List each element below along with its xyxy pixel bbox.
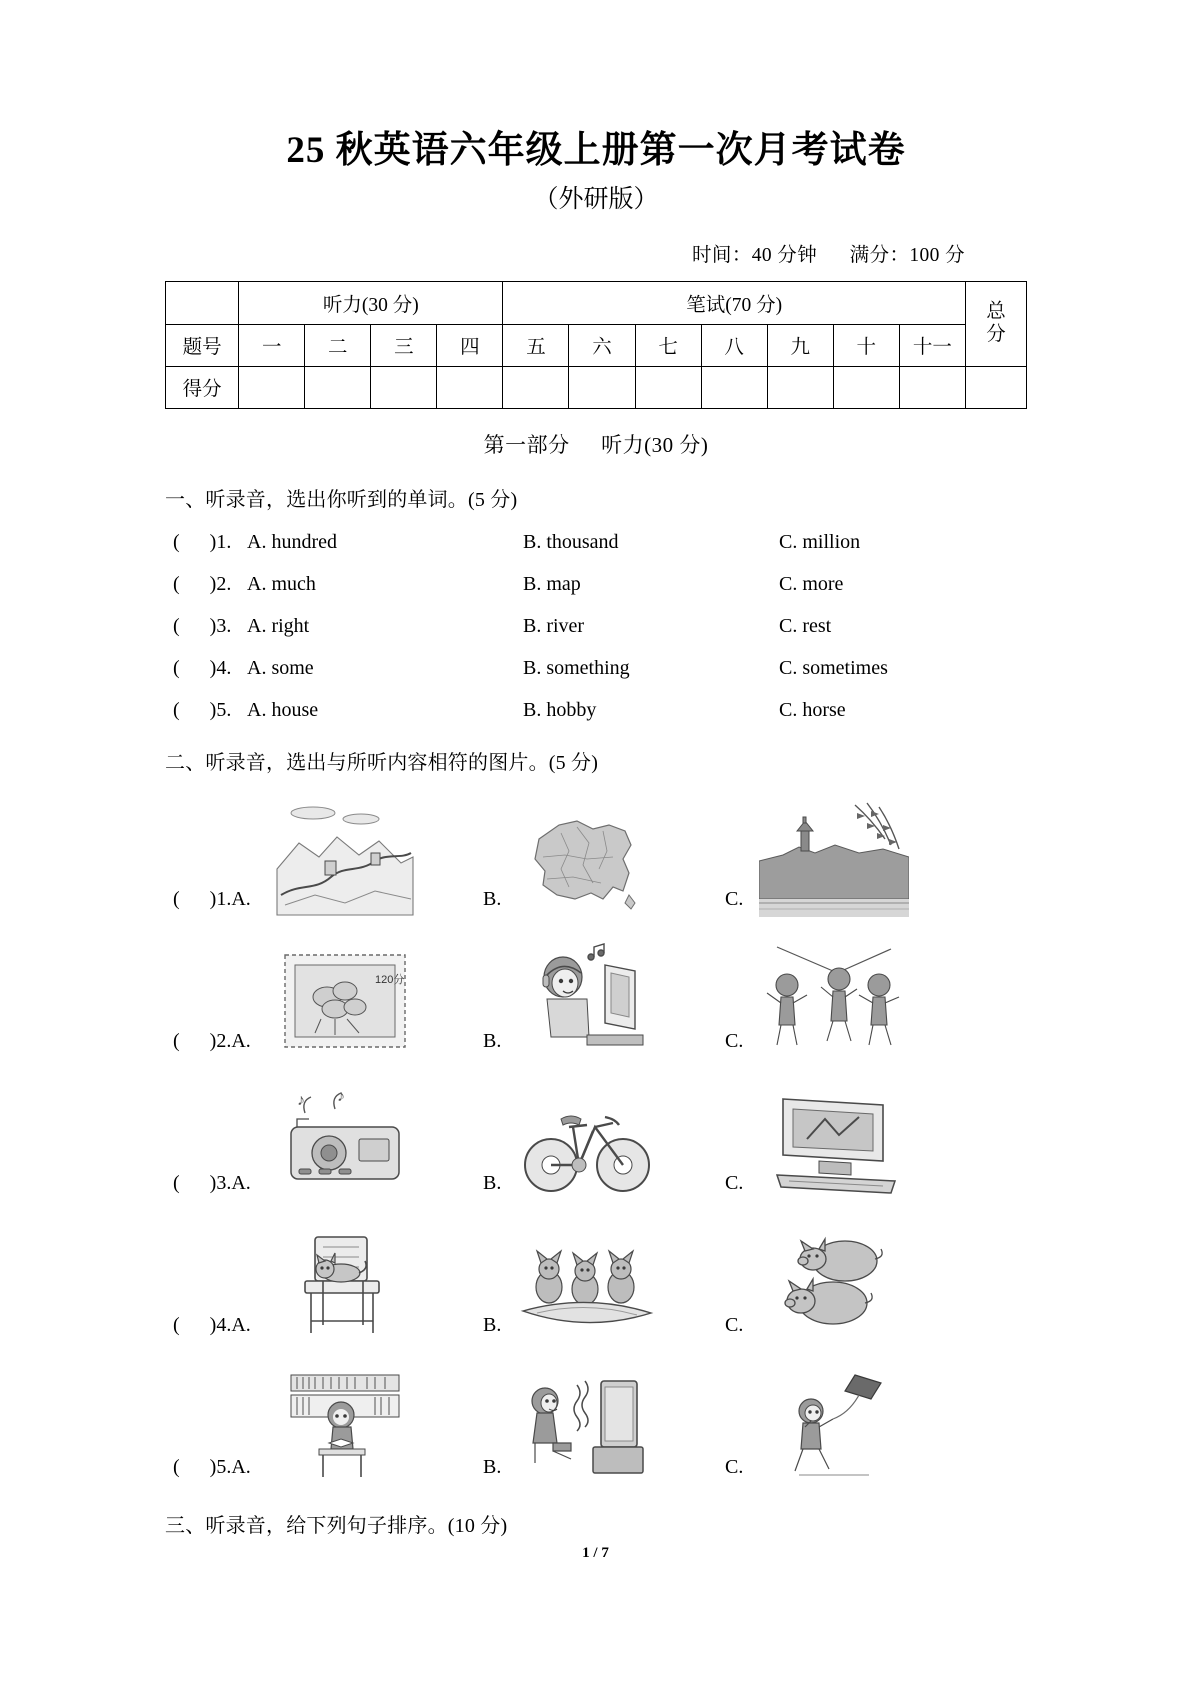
option-b[interactable]: B. hobby xyxy=(523,698,597,721)
question-number-cell: 十 xyxy=(833,324,899,366)
svg-text:♪: ♪ xyxy=(337,1087,345,1105)
picture-question-row xyxy=(165,1347,1027,1485)
option-c[interactable]: C. horse xyxy=(779,698,846,721)
option-b-label[interactable]: B. xyxy=(483,887,502,910)
answer-bracket[interactable]: ( )3.A. xyxy=(173,1171,251,1194)
svg-text:♪: ♪ xyxy=(297,1091,305,1109)
option-b[interactable]: B. map xyxy=(523,572,581,595)
exam-total-label: 满分：100 分 xyxy=(849,244,965,266)
section-three-heading: 三、听录音，给下列句子排序。(10 分) xyxy=(165,1514,508,1537)
listening-header-cell: 听力(30 分) xyxy=(239,281,503,324)
boy-reading-in-library-picture[interactable] xyxy=(275,1367,415,1485)
option-b[interactable]: B. something xyxy=(523,656,630,679)
stamp-value-text: 120分 xyxy=(375,973,405,986)
total-header-line2: 分 xyxy=(986,323,1006,345)
option-c[interactable]: C. sometimes xyxy=(779,656,888,679)
question-number-cell: 八 xyxy=(701,324,767,366)
score-blank-cell[interactable] xyxy=(371,366,437,408)
question-number-cell: 一 xyxy=(239,324,305,366)
option-c-label[interactable]: C. xyxy=(725,1171,744,1194)
part-one-name: 听力(30 分) xyxy=(601,432,709,457)
girl-watching-tv-picture[interactable] xyxy=(517,1367,657,1485)
question-number-row xyxy=(166,324,1027,366)
score-table xyxy=(165,281,1027,409)
dogs-on-rug-picture[interactable] xyxy=(517,1225,657,1343)
section-two-heading: 二、听录音，选出与所听内容相符的图片。(5 分) xyxy=(165,751,599,774)
total-header-cell xyxy=(965,281,1026,366)
total-header-line1: 总 xyxy=(986,301,1006,323)
score-row xyxy=(166,366,1027,408)
option-c-label[interactable]: C. xyxy=(725,1029,744,1052)
option-b[interactable]: B. thousand xyxy=(523,530,619,553)
desktop-computer-picture[interactable] xyxy=(759,1083,909,1201)
answer-bracket[interactable]: ( )3. xyxy=(173,614,232,637)
picture-question-row xyxy=(165,1205,1027,1343)
page-title: 25 秋英语六年级上册第一次月考试卷 xyxy=(286,130,906,171)
option-a[interactable]: A. much xyxy=(247,572,316,595)
section-one-heading: 一、听录音，选出你听到的单词。(5 分) xyxy=(165,488,518,511)
question-number-cell: 十一 xyxy=(899,324,965,366)
pigs-picture[interactable] xyxy=(759,1225,909,1343)
word-question-row xyxy=(165,699,1027,722)
option-b-label[interactable]: B. xyxy=(483,1171,502,1194)
option-a[interactable]: A. right xyxy=(247,614,310,637)
option-c[interactable]: C. million xyxy=(779,530,861,553)
bicycle-picture[interactable] xyxy=(517,1083,657,1201)
children-playing-picture[interactable] xyxy=(759,941,909,1059)
option-b-label[interactable]: B. xyxy=(483,1455,502,1478)
score-blank-cell[interactable] xyxy=(635,366,701,408)
score-blank-cell[interactable] xyxy=(437,366,503,408)
question-number-cell: 二 xyxy=(305,324,371,366)
page-content xyxy=(165,0,1027,1542)
answer-bracket[interactable]: ( )4. xyxy=(173,656,232,679)
option-c-label[interactable]: C. xyxy=(725,887,744,910)
option-b-label[interactable]: B. xyxy=(483,1313,502,1336)
part-one-heading xyxy=(165,429,1027,459)
score-table-header-row xyxy=(166,281,1027,324)
word-question-row xyxy=(165,615,1027,638)
answer-bracket[interactable]: ( )1.A. xyxy=(173,887,251,910)
score-blank-cell[interactable] xyxy=(833,366,899,408)
question-number-cell: 三 xyxy=(371,324,437,366)
option-b[interactable]: B. river xyxy=(523,614,585,637)
word-question-row xyxy=(165,573,1027,596)
boy-flying-kite-picture[interactable] xyxy=(759,1367,909,1485)
row-label-number: 题号 xyxy=(166,324,239,366)
score-blank-cell[interactable] xyxy=(701,366,767,408)
great-wall-mountains-picture[interactable] xyxy=(275,799,415,917)
option-c-label[interactable]: C. xyxy=(725,1313,744,1336)
score-blank-cell[interactable] xyxy=(503,366,569,408)
question-number-cell: 六 xyxy=(569,324,635,366)
girl-headphones-computer-picture[interactable] xyxy=(517,941,657,1059)
picture-question-row xyxy=(165,921,1027,1059)
question-number-cell: 四 xyxy=(437,324,503,366)
option-c[interactable]: C. more xyxy=(779,572,844,595)
answer-bracket[interactable]: ( )1. xyxy=(173,530,232,553)
option-c[interactable]: C. rest xyxy=(779,614,832,637)
written-header-cell: 笔试(70 分) xyxy=(503,281,966,324)
row-label-score: 得分 xyxy=(166,366,239,408)
picture-question-row xyxy=(165,1063,1027,1201)
question-number-cell: 九 xyxy=(767,324,833,366)
question-number-cell: 五 xyxy=(503,324,569,366)
total-score-blank-cell[interactable] xyxy=(965,366,1026,408)
word-question-row xyxy=(165,657,1027,680)
question-number-cell: 七 xyxy=(635,324,701,366)
answer-bracket[interactable]: ( )4.A. xyxy=(173,1313,251,1336)
option-a[interactable]: A. hundred xyxy=(247,530,337,553)
option-a[interactable]: A. house xyxy=(247,698,319,721)
picture-question-row xyxy=(165,779,1027,917)
exam-time-label: 时间：40 分钟 xyxy=(692,244,818,266)
exam-meta xyxy=(165,239,1027,267)
part-one-label: 第一部分 xyxy=(483,432,570,457)
west-lake-pagoda-willow-picture[interactable] xyxy=(759,799,909,917)
answer-bracket[interactable]: ( )5. xyxy=(173,698,232,721)
answer-bracket[interactable]: ( )2.A. xyxy=(173,1029,251,1052)
answer-bracket[interactable]: ( )2. xyxy=(173,572,232,595)
answer-bracket[interactable]: ( )5.A. xyxy=(173,1455,251,1478)
page-subtitle: （外研版） xyxy=(533,186,659,214)
china-map-picture[interactable] xyxy=(517,799,657,917)
score-blank-cell[interactable] xyxy=(305,366,371,408)
score-blank-cell[interactable] xyxy=(899,366,965,408)
radio-cassette-player-picture[interactable] xyxy=(275,1083,415,1201)
word-question-row xyxy=(165,531,1027,554)
score-blank-cell[interactable] xyxy=(569,366,635,408)
score-blank-cell[interactable] xyxy=(767,366,833,408)
score-blank-cell[interactable] xyxy=(239,366,305,408)
postage-stamp-flower-picture[interactable] xyxy=(275,941,415,1059)
option-a[interactable]: A. some xyxy=(247,656,314,679)
page-footer: 1 / 7 xyxy=(582,1545,609,1561)
option-b-label[interactable]: B. xyxy=(483,1029,502,1052)
cat-on-chair-picture[interactable] xyxy=(275,1225,415,1343)
score-table-corner-cell xyxy=(166,281,239,324)
option-c-label[interactable]: C. xyxy=(725,1455,744,1478)
